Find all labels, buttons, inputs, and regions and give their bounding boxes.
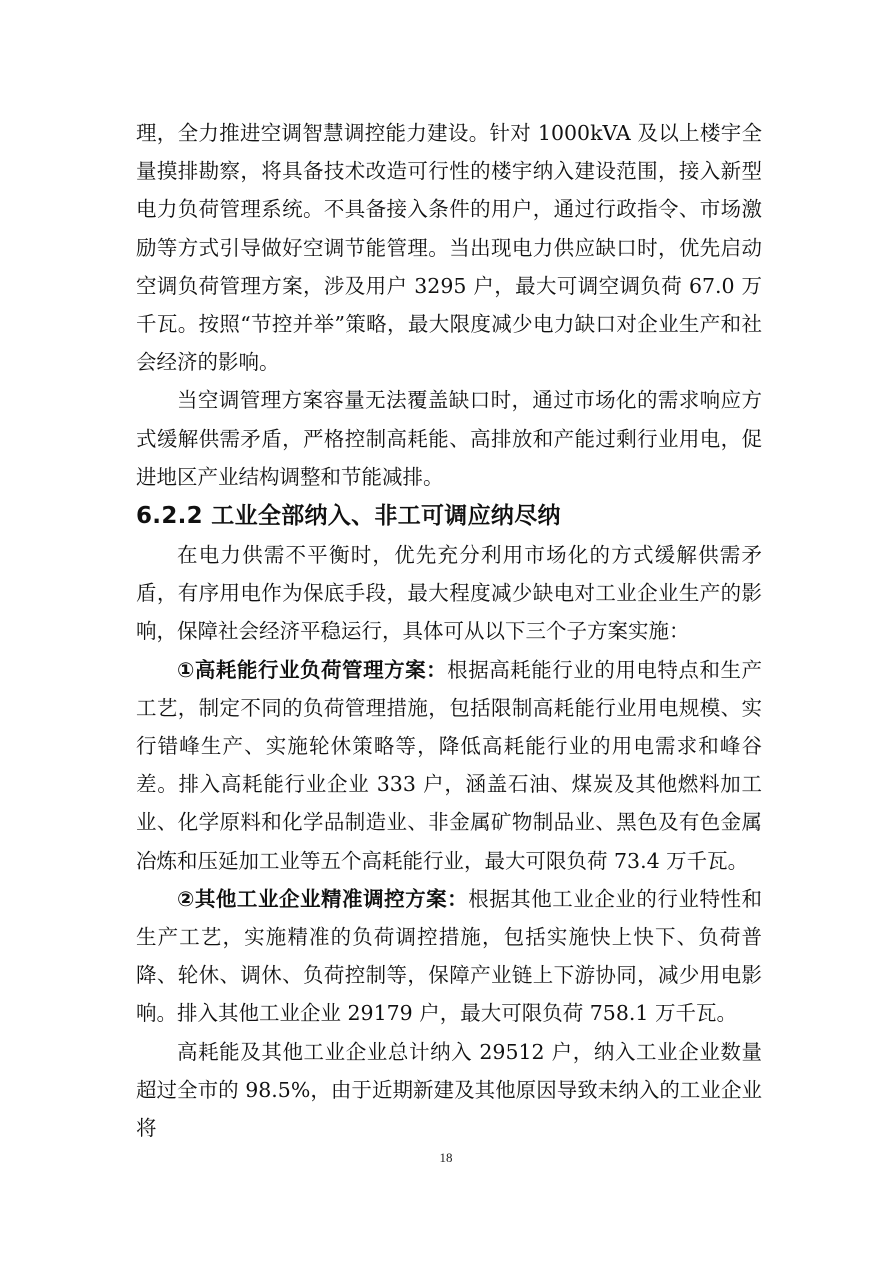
paragraph-air-conditioning: 理，全力推进空调智慧调控能力建设。针对 1000kVA 及以上楼宇全量摸排勘察，将具备技术改造可行性的楼宇纳入建设范围，接入新型电力负荷管理系统。不具备接入条件的用户，通过行政指令、市场激励等方式引导做好空调节能管理。当出现电力供应缺口时，优先启动空调负荷管理方案，涉及用户 3295 户，最大可调空调负荷 67.0 万千瓦。按照“节控并举”策略，最大限度减少电力缺口对企业生产和社会经济的影响。 bbox=[136, 121, 762, 375]
plan-body-high-energy: 根据高耗能行业的用电特点和生产工艺，制定不同的负荷管理措施，包括限制高耗能行业用电规模、实行错峰生产、实施轮休策略等，降低高耗能行业的用电需求和峰谷差。排入高耗能行业企业 333 户，涵盖石油、煤炭及其他燃料加工业、化学原料和化学品制造业、非金属矿物制品业、黑色及有色金属冶炼和压延加工业等五个高耗能行业，最大可限负荷 73.4 万千瓦。 bbox=[136, 657, 763, 873]
plan-lead-high-energy: ①高耗能行业负荷管理方案： bbox=[177, 657, 448, 682]
paragraph-other-industry-plan bbox=[136, 880, 762, 1033]
paragraph-demand-response: 当空调管理方案容量无法覆盖缺口时，通过市场化的需求响应方式缓解供需矛盾，严格控制高耗能、高排放和产能过剩行业用电，促进地区产业结构调整和节能减排。 bbox=[136, 388, 762, 489]
paragraph-high-energy-plan bbox=[136, 651, 762, 880]
plan-lead-other-industry: ②其他工业企业精准调控方案： bbox=[177, 886, 469, 911]
page-body bbox=[136, 114, 762, 1147]
paragraph-industrial-total: 高耗能及其他工业企业总计纳入 29512 户，纳入工业企业数量超过全市的 98.5%，由于近期新建及其他原因导致未纳入的工业企业将 bbox=[136, 1039, 762, 1141]
paragraph-industrial-intro: 在电力供需不平衡时，优先充分利用市场化的方式缓解供需矛盾，有序用电作为保底手段，最大程度减少缺电对工业企业生产的影响，保障社会经济平稳运行，具体可从以下三个子方案实施： bbox=[136, 543, 762, 644]
plan-body-other-industry: 根据其他工业企业的行业特性和生产工艺，实施精准的负荷调控措施，包括实施快上快下、负荷普降、轮休、调休、负荷控制等，保障产业链上下游协同，减少用电影响。排入其他工业企业 29179 户，最大可限负荷 758.1 万千瓦。 bbox=[136, 886, 763, 1026]
section-heading: 6.2.2 工业全部纳入、非工可调应纳尽纳 bbox=[136, 503, 561, 530]
page-number: 18 bbox=[439, 1150, 453, 1165]
